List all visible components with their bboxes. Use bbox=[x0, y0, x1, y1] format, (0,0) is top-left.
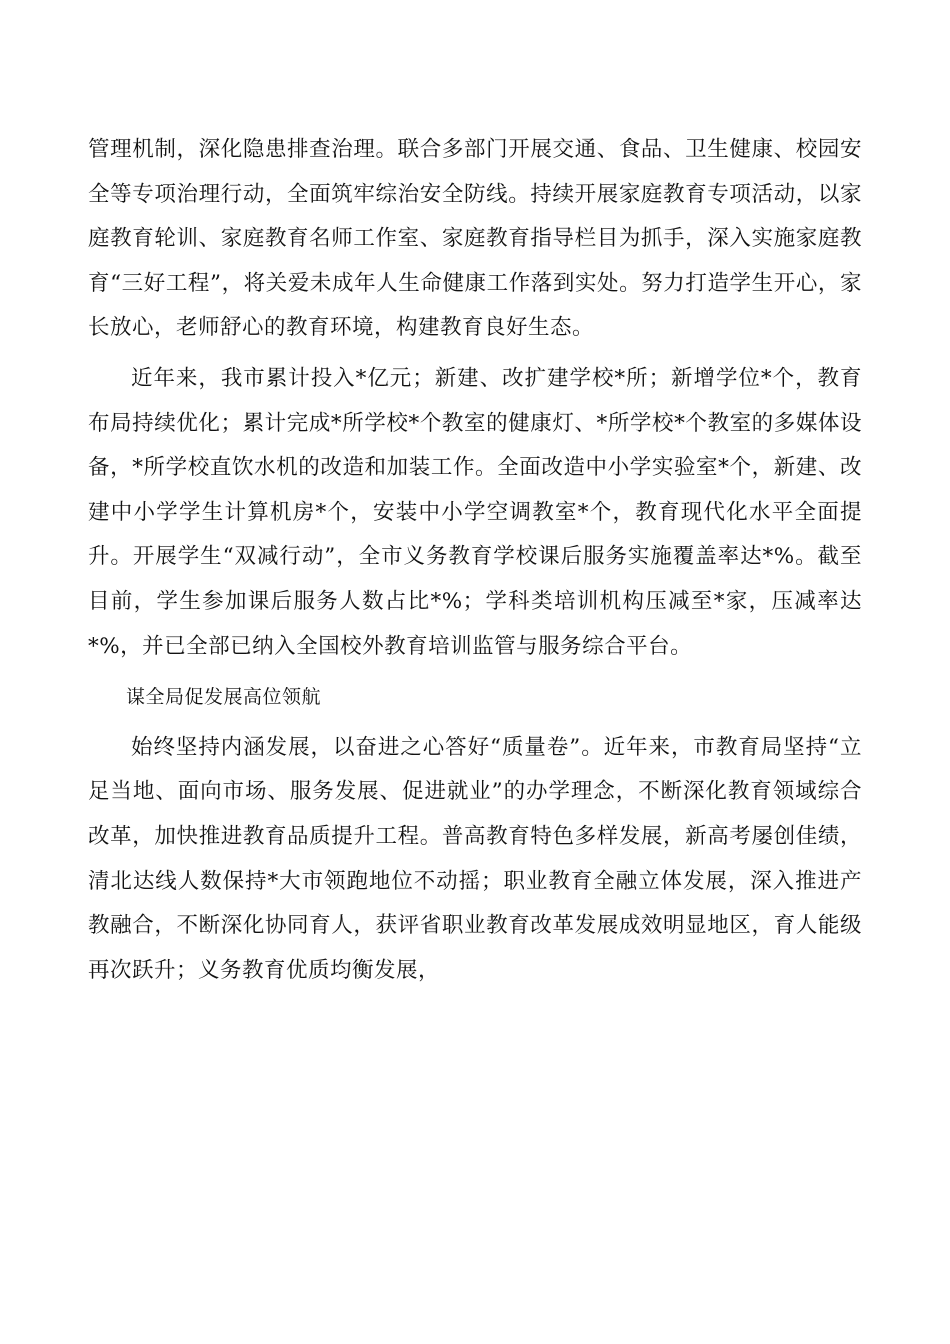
paragraph-safety: 管理机制，深化隐患排查治理。联合多部门开展交通、食品、卫生健康、校园安全等专项治理行动，全面筑牢综治安全防线。持续开展家庭教育专项活动，以家庭教育轮训、家庭教育名师工作室、家庭教育指导栏目为抓手，深入实施家庭教育“三好工程”，将关爱未成年人生命健康工作落到实处。努力打造学生开心，家长放心，老师舒心的教育环境，构建教育良好生态。 bbox=[88, 137, 862, 341]
section-heading: 谋全局促发展高位领航 bbox=[126, 686, 322, 709]
paragraph-quality: 始终坚持内涵发展，以奋进之心答好“质量卷”。近年来，市教育局坚持“立足当地、面向市场、服务发展、促进就业”的办学理念，不断深化教育领域综合改革，加快推进教育品质提升工程。普高教育特色多样发展，新高考屡创佳绩，清北达线人数保持*大市领跑地位不动摇；职业教育全融立体发展，深入推进产教融合，不断深化协同育人，获评省职业教育改革发展成效明显地区，育人能级再次跃升；义务教育优质均衡发展， bbox=[88, 734, 862, 983]
paragraph-investment: 近年来，我市累计投入*亿元；新建、改扩建学校*所；新增学位*个，教育布局持续优化；累计完成*所学校*个教室的健康灯、*所学校*个教室的多媒体设备，*所学校直饮水机的改造和加装工作。全面改造中小学实验室*个，新建、改建中小学学生计算机房*个，安装中小学空调教室*个，教育现代化水平全面提升。开展学生“双减行动”，全市义务教育学校课后服务实施覆盖率达*%。截至目前，学生参加课后服务人数占比*%；学科类培训机构压减至*家，压减率达*%，并已全部已纳入全国校外教育培训监管与服务综合平台。 bbox=[88, 365, 862, 659]
document-page bbox=[88, 128, 862, 993]
